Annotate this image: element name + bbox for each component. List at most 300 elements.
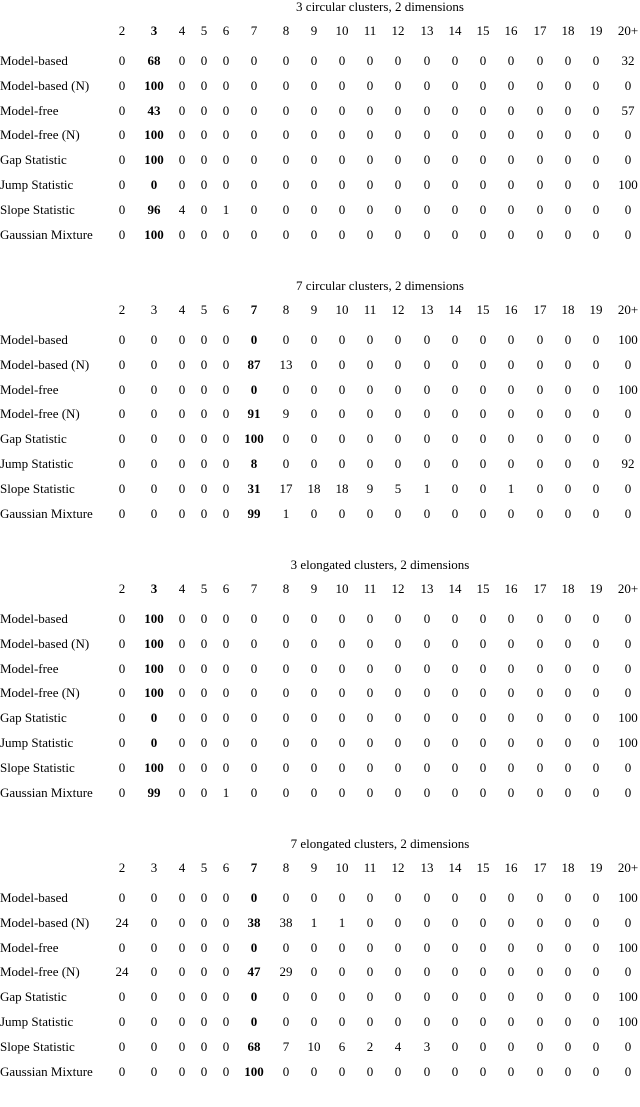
- table-row: [0, 610, 640, 628]
- value-cell: 0: [338, 53, 346, 68]
- value-cell: 100: [618, 890, 638, 905]
- value-cell: 0: [507, 431, 515, 447]
- method-label: Model-free: [0, 102, 59, 118]
- value-cell: 0: [222, 53, 230, 68]
- value-cell: 0: [366, 635, 374, 651]
- value-cell: 0: [479, 406, 487, 422]
- value-cell: 0: [338, 890, 346, 905]
- value-cell: 100: [244, 431, 264, 447]
- value-cell: 0: [250, 890, 258, 905]
- value-cell: 0: [564, 480, 572, 496]
- value-cell: 0: [423, 226, 431, 242]
- value-cell: 0: [507, 735, 515, 750]
- value-cell: 0: [338, 735, 346, 750]
- value-cell: 0: [423, 53, 431, 68]
- table-row: [0, 151, 640, 169]
- value-cell: 0: [178, 77, 186, 93]
- value-cell: 0: [222, 456, 230, 471]
- column-header: 4: [178, 23, 186, 38]
- column-header: 14: [448, 23, 462, 38]
- value-cell: 0: [451, 964, 459, 980]
- column-header: 16: [504, 302, 518, 317]
- column-header: 16: [504, 581, 518, 596]
- value-cell: 0: [150, 431, 158, 447]
- header-row: [0, 859, 640, 877]
- value-cell: 0: [222, 356, 230, 372]
- value-cell: 0: [624, 784, 632, 800]
- value-cell: 0: [592, 635, 600, 651]
- value-cell: 0: [282, 989, 290, 1005]
- value-cell: 0: [282, 177, 290, 192]
- value-cell: 0: [564, 226, 572, 242]
- column-header: 3: [150, 23, 158, 38]
- value-cell: 0: [178, 685, 186, 701]
- value-cell: 0: [310, 102, 318, 118]
- value-cell: 0: [222, 152, 230, 168]
- value-cell: 0: [200, 1038, 208, 1054]
- value-cell: 0: [423, 685, 431, 701]
- value-cell: 0: [451, 431, 459, 447]
- value-cell: 0: [592, 784, 600, 800]
- value-cell: 0: [451, 710, 459, 726]
- value-cell: 0: [118, 406, 126, 422]
- value-cell: 0: [150, 480, 158, 496]
- value-cell: 0: [310, 784, 318, 800]
- table-row: [0, 1063, 640, 1081]
- value-cell: 0: [338, 356, 346, 372]
- value-cell: 0: [310, 1063, 318, 1079]
- table-row: [0, 759, 640, 777]
- value-cell: 0: [624, 505, 632, 521]
- value-cell: 100: [244, 1063, 264, 1079]
- value-cell: 0: [178, 784, 186, 800]
- value-cell: 0: [310, 226, 318, 242]
- value-cell: 0: [282, 381, 290, 397]
- value-cell: 0: [178, 431, 186, 447]
- value-cell: 0: [250, 177, 258, 192]
- value-cell: 0: [310, 431, 318, 447]
- value-cell: 96: [147, 201, 161, 217]
- column-header: 16: [504, 23, 518, 38]
- value-cell: 0: [118, 611, 126, 626]
- value-cell: 0: [222, 1038, 230, 1054]
- value-cell: 0: [118, 505, 126, 521]
- value-cell: 0: [451, 759, 459, 775]
- value-cell: 0: [178, 152, 186, 168]
- value-cell: 0: [310, 406, 318, 422]
- value-cell: 0: [479, 152, 487, 168]
- value-cell: 0: [451, 406, 459, 422]
- value-cell: 0: [310, 77, 318, 93]
- value-cell: 0: [250, 53, 258, 68]
- table-row: [0, 480, 640, 498]
- value-cell: 0: [536, 759, 544, 775]
- column-header: 17: [533, 581, 547, 596]
- value-cell: 0: [394, 914, 402, 930]
- value-cell: 0: [479, 1063, 487, 1079]
- value-cell: 0: [479, 127, 487, 143]
- value-cell: 0: [423, 635, 431, 651]
- value-cell: 0: [507, 505, 515, 521]
- value-cell: 0: [507, 635, 515, 651]
- column-header: 3: [150, 302, 158, 317]
- value-cell: 0: [178, 1063, 186, 1079]
- value-cell: 0: [479, 456, 487, 471]
- column-header: 7: [250, 23, 258, 38]
- value-cell: 1: [338, 914, 346, 930]
- value-cell: 0: [250, 660, 258, 676]
- value-cell: 0: [536, 611, 544, 626]
- value-cell: 0: [178, 989, 186, 1005]
- value-cell: 0: [624, 759, 632, 775]
- value-cell: 0: [592, 660, 600, 676]
- value-cell: 0: [250, 710, 258, 726]
- method-label: Jump Statistic: [0, 1014, 74, 1029]
- value-cell: 0: [118, 226, 126, 242]
- value-cell: 0: [536, 480, 544, 496]
- method-label: Model-based (N): [0, 914, 90, 930]
- value-cell: 0: [507, 201, 515, 217]
- column-header: 18: [561, 23, 575, 38]
- value-cell: 0: [310, 1014, 318, 1029]
- value-cell: 0: [338, 784, 346, 800]
- value-cell: 0: [338, 1063, 346, 1079]
- value-cell: 0: [394, 356, 402, 372]
- column-header: 19: [589, 23, 603, 38]
- value-cell: 0: [624, 226, 632, 242]
- value-cell: 47: [247, 964, 261, 980]
- value-cell: 0: [564, 152, 572, 168]
- value-cell: 0: [423, 201, 431, 217]
- value-cell: 0: [178, 611, 186, 626]
- column-header: 4: [178, 302, 186, 317]
- value-cell: 0: [564, 332, 572, 347]
- value-cell: 0: [338, 660, 346, 676]
- value-cell: 0: [200, 964, 208, 980]
- value-cell: 0: [222, 381, 230, 397]
- value-cell: 0: [536, 1063, 544, 1079]
- value-cell: 0: [451, 201, 459, 217]
- value-cell: 0: [310, 989, 318, 1005]
- value-cell: 0: [536, 406, 544, 422]
- value-cell: 0: [451, 332, 459, 347]
- value-cell: 0: [338, 332, 346, 347]
- value-cell: 0: [366, 660, 374, 676]
- value-cell: 0: [423, 505, 431, 521]
- value-cell: 0: [624, 914, 632, 930]
- value-cell: 0: [178, 710, 186, 726]
- value-cell: 0: [507, 890, 515, 905]
- value-cell: 0: [282, 635, 290, 651]
- value-cell: 0: [178, 964, 186, 980]
- value-cell: 0: [564, 77, 572, 93]
- value-cell: 0: [222, 660, 230, 676]
- table-row: [0, 939, 640, 957]
- value-cell: 0: [536, 332, 544, 347]
- value-cell: 0: [624, 964, 632, 980]
- value-cell: 0: [118, 784, 126, 800]
- value-cell: 57: [621, 102, 635, 118]
- value-cell: 0: [118, 53, 126, 68]
- value-cell: 0: [310, 939, 318, 955]
- table-row: [0, 734, 640, 752]
- value-cell: 0: [423, 964, 431, 980]
- value-cell: 0: [366, 77, 374, 93]
- value-cell: 0: [592, 177, 600, 192]
- value-cell: 0: [451, 660, 459, 676]
- value-cell: 0: [394, 431, 402, 447]
- value-cell: 31: [247, 480, 261, 496]
- value-cell: 0: [564, 710, 572, 726]
- column-header: 20+: [617, 860, 639, 875]
- method-label: Model-based (N): [0, 356, 90, 372]
- value-cell: 0: [564, 989, 572, 1005]
- table-title: 3 elongated clusters, 2 dimensions: [290, 557, 470, 572]
- value-cell: 0: [394, 685, 402, 701]
- value-cell: 0: [178, 1014, 186, 1029]
- results-table-1: [0, 0, 640, 270]
- method-label: Gap Statistic: [0, 152, 67, 168]
- value-cell: 0: [178, 660, 186, 676]
- value-cell: 0: [250, 201, 258, 217]
- value-cell: 0: [507, 102, 515, 118]
- value-cell: 0: [250, 611, 258, 626]
- value-cell: 100: [618, 332, 638, 347]
- value-cell: 0: [451, 456, 459, 471]
- value-cell: 0: [479, 914, 487, 930]
- value-cell: 0: [451, 226, 459, 242]
- value-cell: 0: [118, 1063, 126, 1079]
- method-label: Jump Statistic: [0, 177, 74, 192]
- value-cell: 0: [536, 201, 544, 217]
- value-cell: 0: [200, 332, 208, 347]
- value-cell: 0: [150, 1038, 158, 1054]
- value-cell: 0: [451, 53, 459, 68]
- column-header: 12: [391, 23, 405, 38]
- value-cell: 0: [507, 1063, 515, 1079]
- value-cell: 0: [200, 1014, 208, 1029]
- table-row: [0, 356, 640, 374]
- value-cell: 0: [338, 611, 346, 626]
- value-cell: 0: [118, 456, 126, 471]
- table-row: [0, 381, 640, 399]
- value-cell: 0: [338, 710, 346, 726]
- method-label: Model-free (N): [0, 127, 80, 143]
- value-cell: 0: [250, 939, 258, 955]
- value-cell: 0: [423, 1014, 431, 1029]
- value-cell: 0: [282, 102, 290, 118]
- value-cell: 0: [564, 102, 572, 118]
- value-cell: 0: [507, 989, 515, 1005]
- value-cell: 0: [536, 685, 544, 701]
- value-cell: 0: [451, 505, 459, 521]
- value-cell: 0: [200, 890, 208, 905]
- value-cell: 0: [507, 710, 515, 726]
- value-cell: 0: [624, 406, 632, 422]
- value-cell: 0: [507, 964, 515, 980]
- value-cell: 0: [479, 356, 487, 372]
- value-cell: 0: [310, 356, 318, 372]
- value-cell: 0: [178, 939, 186, 955]
- value-cell: 0: [394, 201, 402, 217]
- method-label: Model-free: [0, 939, 59, 955]
- value-cell: 0: [507, 759, 515, 775]
- value-cell: 0: [507, 784, 515, 800]
- method-label: Model-based (N): [0, 635, 90, 651]
- column-header: 6: [222, 581, 230, 596]
- value-cell: 0: [592, 1038, 600, 1054]
- value-cell: 0: [250, 152, 258, 168]
- column-header: 20+: [617, 302, 639, 317]
- column-header: 8: [282, 860, 290, 875]
- value-cell: 0: [118, 759, 126, 775]
- value-cell: 0: [178, 456, 186, 471]
- value-cell: 0: [507, 685, 515, 701]
- value-cell: 0: [592, 127, 600, 143]
- value-cell: 100: [144, 660, 164, 676]
- value-cell: 0: [338, 989, 346, 1005]
- value-cell: 0: [366, 381, 374, 397]
- value-cell: 0: [222, 177, 230, 192]
- value-cell: 0: [222, 505, 230, 521]
- table-row: [0, 505, 640, 523]
- value-cell: 0: [178, 505, 186, 521]
- value-cell: 0: [282, 152, 290, 168]
- value-cell: 0: [451, 152, 459, 168]
- value-cell: 0: [479, 759, 487, 775]
- value-cell: 0: [592, 77, 600, 93]
- value-cell: 0: [250, 635, 258, 651]
- value-cell: 0: [282, 332, 290, 347]
- value-cell: 29: [279, 964, 293, 980]
- value-cell: 8: [250, 456, 258, 471]
- value-cell: 0: [592, 356, 600, 372]
- value-cell: 0: [222, 127, 230, 143]
- value-cell: 0: [451, 784, 459, 800]
- column-header: 17: [533, 23, 547, 38]
- value-cell: 0: [624, 1063, 632, 1079]
- value-cell: 100: [618, 735, 638, 750]
- value-cell: 0: [536, 177, 544, 192]
- value-cell: 0: [592, 759, 600, 775]
- value-cell: 0: [366, 1014, 374, 1029]
- value-cell: 0: [394, 332, 402, 347]
- method-label: Model-based: [0, 53, 68, 68]
- value-cell: 0: [423, 890, 431, 905]
- value-cell: 0: [479, 53, 487, 68]
- value-cell: 24: [115, 914, 129, 930]
- value-cell: 0: [150, 1014, 158, 1029]
- column-header: 3: [150, 860, 158, 875]
- value-cell: 0: [282, 226, 290, 242]
- value-cell: 0: [423, 735, 431, 750]
- value-cell: 0: [479, 226, 487, 242]
- column-header: 19: [589, 302, 603, 317]
- value-cell: 0: [366, 784, 374, 800]
- value-cell: 0: [250, 127, 258, 143]
- value-cell: 0: [423, 381, 431, 397]
- value-cell: 0: [507, 332, 515, 347]
- value-cell: 0: [150, 939, 158, 955]
- method-label: Gaussian Mixture: [0, 505, 93, 521]
- value-cell: 0: [282, 759, 290, 775]
- value-cell: 0: [366, 456, 374, 471]
- value-cell: 0: [150, 456, 158, 471]
- value-cell: 0: [507, 152, 515, 168]
- value-cell: 0: [624, 201, 632, 217]
- value-cell: 0: [507, 77, 515, 93]
- table-row: [0, 784, 640, 802]
- value-cell: 0: [479, 660, 487, 676]
- value-cell: 0: [507, 127, 515, 143]
- value-cell: 0: [394, 735, 402, 750]
- value-cell: 0: [200, 201, 208, 217]
- column-header: 9: [310, 23, 318, 38]
- method-label: Model-based: [0, 890, 68, 905]
- value-cell: 0: [150, 505, 158, 521]
- value-cell: 0: [479, 201, 487, 217]
- value-cell: 0: [507, 660, 515, 676]
- value-cell: 100: [144, 77, 164, 93]
- value-cell: 0: [366, 685, 374, 701]
- value-cell: 0: [394, 964, 402, 980]
- value-cell: 0: [536, 505, 544, 521]
- table-row: [0, 52, 640, 70]
- value-cell: 0: [178, 127, 186, 143]
- value-cell: 0: [250, 381, 258, 397]
- value-cell: 0: [536, 635, 544, 651]
- value-cell: 0: [479, 77, 487, 93]
- value-cell: 32: [621, 53, 635, 68]
- value-cell: 0: [222, 735, 230, 750]
- value-cell: 0: [507, 381, 515, 397]
- value-cell: 0: [178, 356, 186, 372]
- value-cell: 0: [394, 381, 402, 397]
- value-cell: 0: [118, 356, 126, 372]
- value-cell: 0: [222, 480, 230, 496]
- value-cell: 0: [564, 53, 572, 68]
- method-label: Gaussian Mixture: [0, 1063, 93, 1079]
- value-cell: 0: [394, 53, 402, 68]
- value-cell: 0: [310, 201, 318, 217]
- column-header: 14: [448, 581, 462, 596]
- value-cell: 0: [536, 989, 544, 1005]
- value-cell: 0: [423, 332, 431, 347]
- value-cell: 0: [310, 660, 318, 676]
- value-cell: 0: [536, 152, 544, 168]
- table-row: [0, 963, 640, 981]
- value-cell: 0: [150, 356, 158, 372]
- value-cell: 0: [394, 102, 402, 118]
- value-cell: 0: [592, 989, 600, 1005]
- value-cell: 43: [147, 102, 161, 118]
- value-cell: 0: [592, 201, 600, 217]
- value-cell: 0: [118, 332, 126, 347]
- value-cell: 0: [394, 505, 402, 521]
- column-header: 15: [476, 860, 490, 875]
- method-label: Slope Statistic: [0, 1038, 75, 1054]
- table-title: 7 circular clusters, 2 dimensions: [296, 278, 464, 293]
- value-cell: 0: [564, 939, 572, 955]
- table-row: [0, 126, 640, 144]
- value-cell: 0: [366, 226, 374, 242]
- method-label: Jump Statistic: [0, 735, 74, 750]
- column-header: 20+: [617, 23, 639, 38]
- column-header: 3: [150, 581, 158, 596]
- value-cell: 0: [200, 406, 208, 422]
- table-row: [0, 226, 640, 244]
- value-cell: 0: [451, 177, 459, 192]
